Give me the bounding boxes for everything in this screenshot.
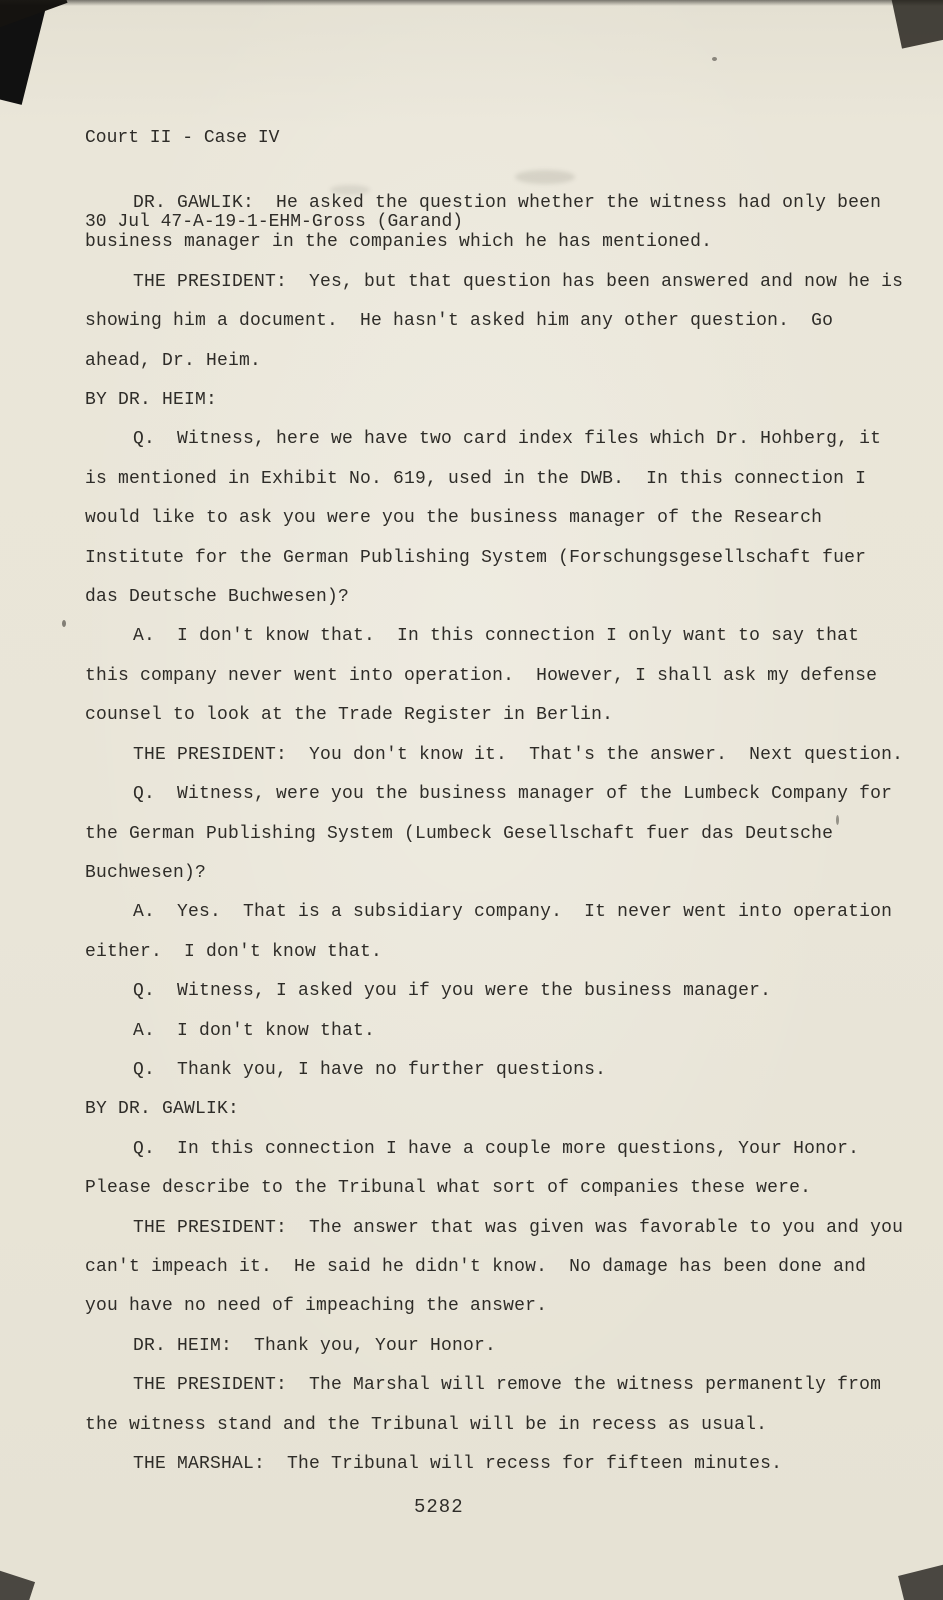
transcript-paragraph: BY DR. HEIM: — [85, 390, 218, 411]
scan-artifact-corner-bottom-left — [0, 1568, 35, 1600]
transcript-paragraph: A. I don't know that. In this connection I only want to say that this company never went into operation. However, I shall ask my defense counsel to look at the Trade Register in Berlin. — [85, 626, 889, 726]
scan-artifact-corner-top-left-2 — [0, 0, 68, 34]
page-number: 5282 — [414, 1496, 464, 1518]
transcript-paragraph: Q. Witness, I asked you if you were the business manager. — [133, 981, 772, 1002]
transcript-paragraph: THE PRESIDENT: Yes, but that question has been answered and now he is showing him a document. He hasn't asked him any other question. Go ahead, Dr. Heim. — [85, 271, 915, 371]
transcript-paragraph: A. Yes. That is a subsidiary company. It never went into operation either. I don't know that. — [85, 902, 904, 962]
transcript-paragraph: Q. Thank you, I have no further questions. — [133, 1059, 607, 1080]
scan-artifact-top-edge — [0, 0, 943, 6]
scan-artifact-corner-top-right — [890, 0, 943, 49]
transcript-paragraph: THE PRESIDENT: You don't know it. That's the answer. Next question. — [133, 744, 904, 765]
transcript-paragraph: A. I don't know that. — [133, 1020, 376, 1041]
header-case-line: Court II - Case IV — [85, 128, 280, 148]
scan-smudge — [515, 170, 575, 184]
transcript-paragraph: BY DR. GAWLIK: — [85, 1099, 240, 1120]
transcript-paragraph: THE MARSHAL: The Tribunal will recess for fifteen minutes. — [133, 1454, 783, 1474]
transcript-paragraph: THE PRESIDENT: The answer that was given was favorable to you and you can't impeach it. He said he didn't know. No damage has been done and you have no need of impeaching the answer. — [85, 1217, 915, 1317]
scan-speck — [712, 57, 717, 61]
transcript-paragraph: THE PRESIDENT: The Marshal will remove the witness permanently from the witness stand and the Tribunal will be in recess as usual. — [85, 1375, 893, 1435]
header-date-line: 30 Jul 47-A-19-1-EHM-Gross (Garand) — [85, 212, 464, 232]
transcript-paragraph: Q. Witness, here we have two card index files which Dr. Hohberg, it is mentioned in Exhibit No. 619, used in the DWB. In this connection I would like to ask you were you the business manager of the Research Institute for the German Publishing System (Forschungsgesellschaft fuer das Deutsche Buchwesen)? — [85, 429, 893, 608]
scan-artifact-corner-top-left — [0, 0, 51, 105]
transcript-paragraph: DR. GAWLIK: He asked the question whether the witness had only been business manager in the companies which he has mentioned. — [85, 193, 893, 253]
transcript-paragraph: Q. In this connection I have a couple more questions, Your Honor. Please describe to the Tribunal what sort of companies these were. — [85, 1138, 882, 1199]
scan-speck — [62, 620, 66, 627]
transcript-paragraph: DR. HEIM: Thank you, Your Honor. — [133, 1335, 497, 1356]
transcript-paragraph: Q. Witness, were you the business manager of the Lumbeck Company for the German Publishing System (Lumbeck Gesellschaft fuer das Deutsche Buchwesen)? — [85, 784, 904, 883]
transcript-body — [85, 184, 915, 1484]
scan-artifact-corner-bottom-right — [898, 1561, 943, 1600]
